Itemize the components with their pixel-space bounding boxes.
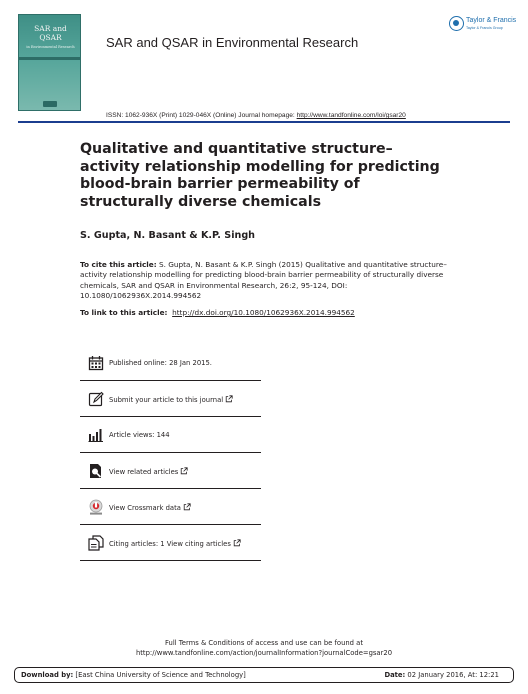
header-divider bbox=[18, 121, 510, 123]
cover-band bbox=[19, 57, 80, 60]
terms-link[interactable]: http://www.tandfonline.com/action/journalInformation?journalCode=gsar20 bbox=[135, 648, 393, 657]
citing-articles-label bbox=[109, 539, 241, 548]
download-date-label: Date: bbox=[384, 671, 406, 679]
crossmark-text: View Crossmark data bbox=[109, 504, 181, 512]
article-authors: S. Gupta, N. Basant & K.P. Singh bbox=[80, 230, 256, 241]
bar-chart-icon bbox=[88, 427, 104, 443]
taylor-francis-logo-icon bbox=[449, 16, 464, 31]
info-published-online bbox=[80, 345, 261, 381]
issn-text: ISSN: 1062-936X (Print) 1029-046X (Online) Journal homepage: bbox=[106, 112, 297, 119]
search-document-icon bbox=[88, 463, 104, 479]
article-doi-link[interactable]: http://dx.doi.org/10.1080/1062936X.2014.994562 bbox=[172, 308, 355, 317]
terms-line-1: Full Terms & Conditions of access and use can be found at bbox=[165, 639, 363, 647]
article-link-line bbox=[80, 308, 355, 317]
info-citing-articles[interactable] bbox=[80, 525, 261, 561]
citation-label: To cite this article: bbox=[80, 260, 157, 269]
citation-text: S. Gupta, N. Basant & K.P. Singh (2015) Qualitative and quantitative structure–activity relationship modelling for predicting blood-brain barrier permeability of structurally diverse chemicals, SAR and QSAR in Environmental Research, 26:2, 95-124, DOI: bbox=[80, 260, 447, 290]
cover-title: SAR and QSAR bbox=[34, 24, 67, 42]
external-link-icon bbox=[225, 395, 233, 403]
citing-articles-text: Citing articles: 1 View citing articles bbox=[109, 540, 231, 548]
publisher-name: Taylor & Francis bbox=[466, 17, 517, 24]
cover-publisher-mark bbox=[43, 101, 57, 107]
pencil-icon bbox=[88, 391, 104, 407]
journal-cover-image bbox=[18, 14, 81, 111]
download-by-label: Download by: bbox=[21, 671, 74, 679]
info-bottom-divider bbox=[80, 560, 261, 561]
issn-line bbox=[106, 112, 406, 119]
external-link-icon bbox=[180, 467, 188, 475]
journal-name: SAR and QSAR in Environmental Research bbox=[106, 35, 359, 50]
download-info-bar bbox=[14, 667, 514, 683]
related-articles-label bbox=[109, 467, 188, 476]
external-link-icon bbox=[233, 539, 241, 547]
citing-documents-icon bbox=[88, 535, 104, 551]
download-date bbox=[384, 671, 499, 679]
download-by bbox=[21, 671, 246, 679]
crossmark-label bbox=[109, 503, 191, 512]
external-link-icon bbox=[183, 503, 191, 511]
article-title: Qualitative and quantitative structure–activity relationship modelling for predicting blood-brain barrier permeability of structurally diverse chemicals bbox=[80, 141, 440, 210]
published-online-label: Published online: 28 Jan 2015. bbox=[109, 359, 212, 367]
related-articles-text: View related articles bbox=[109, 468, 179, 476]
download-date-value: 02 January 2016, At: 12:21 bbox=[405, 671, 499, 679]
link-label: To link to this article: bbox=[80, 308, 168, 317]
submit-article-label bbox=[109, 395, 233, 404]
journal-homepage-link[interactable]: http://www.tandfonline.com/loi/gsar20 bbox=[296, 112, 406, 119]
info-related-articles[interactable] bbox=[80, 453, 261, 489]
crossmark-icon bbox=[88, 499, 104, 515]
submit-article-text: Submit your article to this journal bbox=[109, 396, 224, 404]
publisher-tagline: Taylor & Francis Group bbox=[466, 26, 503, 30]
info-crossmark[interactable] bbox=[80, 489, 261, 525]
publisher-logo[interactable] bbox=[449, 15, 517, 35]
terms-notice bbox=[0, 639, 528, 658]
download-by-value: [East China University of Science and Technology] bbox=[73, 671, 246, 679]
article-views-label: Article views: 144 bbox=[109, 431, 170, 439]
calendar-icon bbox=[88, 355, 104, 371]
info-article-views bbox=[80, 417, 261, 453]
citation-block bbox=[80, 260, 448, 301]
citation-doi: 10.1080/1062936X.2014.994562 bbox=[80, 290, 202, 300]
info-submit-article[interactable] bbox=[80, 381, 261, 417]
cover-subtitle: in Environmental Research bbox=[26, 45, 75, 49]
